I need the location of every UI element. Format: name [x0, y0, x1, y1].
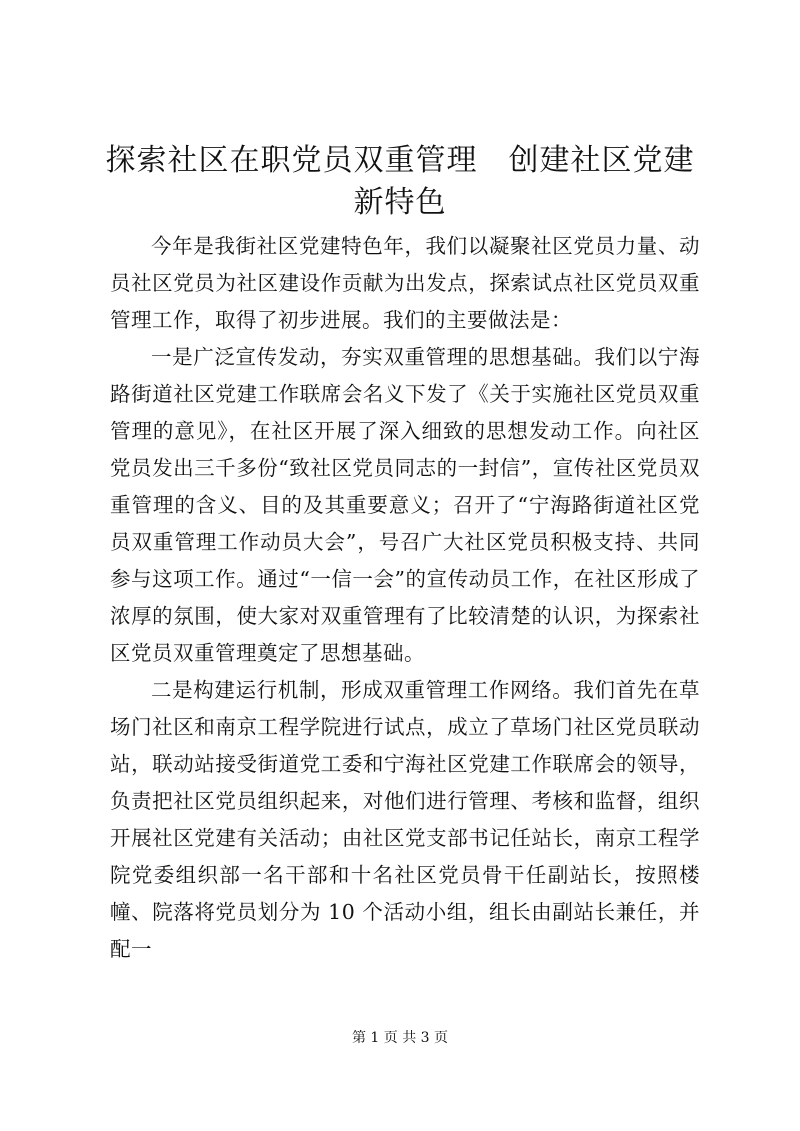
paragraph-point-one: 一是广泛宣传发动，夯实双重管理的思想基础。我们以宁海路街道社区党建工作联席会名义下发了《关于实施社区党员双重管理的意见》，在社区开展了深入细致的思想发动工作。向社区党员发出三千多份“致社区党员同志的一封信”，宣传社区党员双重管理的含义、目的及其重要意义；召开了“宁海路街道社区党员双重管理工作动员大会”，号召广大社区党员积极支持、共同参与这项工作。通过“一信一会”的宣传动员工作，在社区形成了浓厚的氛围，使大家对双重管理有了比较清楚的认识，为探索社区党员双重管理奠定了思想基础。	[110, 345, 700, 665]
paragraph-point-two: 二是构建运行机制，形成双重管理工作网络。我们首先在草场门社区和南京工程学院进行试点，成立了草场门社区党员联动站，联动站接受街道党工委和宁海社区党建工作联席会的领导，负责把社区党员组织起来，对他们进行管理、考核和监督，组织开展社区党建有关活动；由社区党支部书记任站长，南京工程学院党委组织部一名干部和十名社区党员骨干任副站长，按照楼幢、院落将党员划分为 10 个活动小组，组长由副站长兼任，并配一	[110, 678, 700, 961]
document-body	[110, 228, 700, 968]
document-title: 探索社区在职党员双重管理 创建社区党建新特色	[105, 143, 695, 220]
paragraph-intro: 今年是我街社区党建特色年，我们以凝聚社区党员力量、动员社区党员为社区建设作贡献为出发点，探索试点社区党员双重管理工作，取得了初步进展。我们的主要做法是：	[110, 234, 700, 332]
page-number-footer: 第 1 页 共 3 页	[351, 1030, 449, 1046]
